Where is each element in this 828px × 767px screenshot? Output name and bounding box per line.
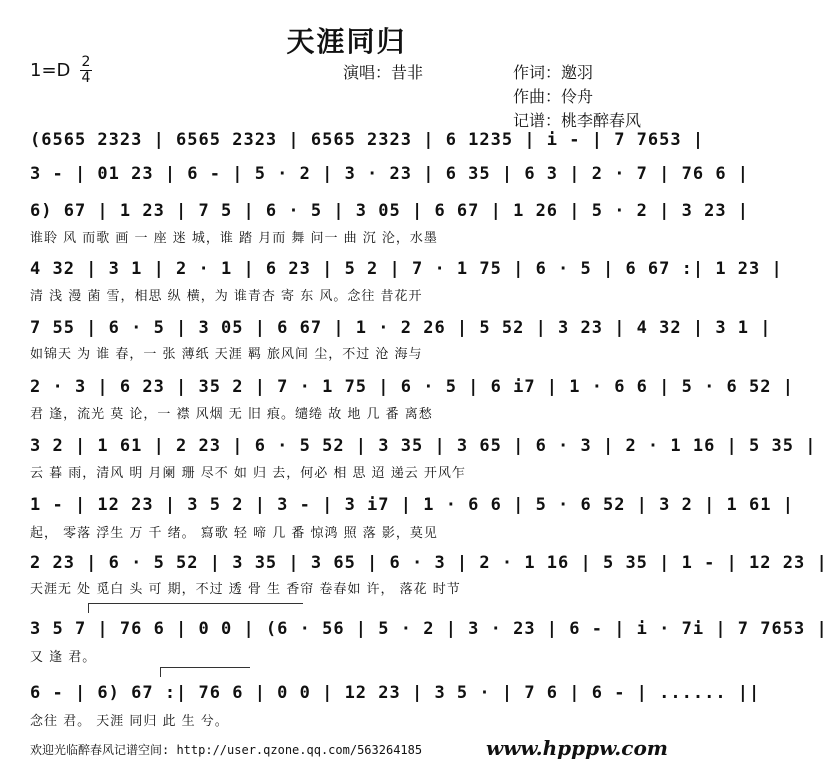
lyricist-credit: 作词：邀羽 bbox=[513, 63, 594, 82]
watermark: www.hpppw.com bbox=[486, 736, 668, 760]
lyric-row-9: 天涯无 处 觅白 头 可 期，不过 透 骨 生 香帘 卷春如 许， 落花 时节 bbox=[30, 582, 461, 597]
lyric-row-6: 君 逢，流光 莫 论，一 襟 风烟 无 旧 痕。缱绻 故 地 几 番 离愁 bbox=[30, 407, 433, 422]
volta-bracket-2-end bbox=[160, 667, 161, 677]
score-row-2: 3 - | 01 23 | 6 - | 5 · 2 | 3 · 23 | 6 35 | 6 3 | 2 · 7 | 76 6 | bbox=[30, 164, 750, 184]
time-signature bbox=[78, 56, 94, 85]
volta-bracket-1 bbox=[88, 603, 303, 604]
lyric-row-7: 云 暮 雨，清风 明 月阑 珊 尽不 如 归 去，何必 相 思 迢 递云 开风乍 bbox=[30, 466, 466, 481]
transcriber-credit: 记谱：桃李醉春风 bbox=[513, 111, 642, 130]
lyric-row-11: 念往 君。 天涯 同归 此 生 兮。 bbox=[30, 714, 229, 729]
volta-bracket-1-end bbox=[88, 603, 89, 613]
score-row-11: 6 - | 6) 67 :| 76 6 | 0 0 | 12 23 | 3 5 · | 7 6 | 6 - | ...... || bbox=[30, 683, 761, 703]
score-row-4: 4 32 | 3 1 | 2 · 1 | 6 23 | 5 2 | 7 · 1 75 | 6 · 5 | 6 67 :| 1 23 | bbox=[30, 259, 783, 279]
lyric-row-5: 如锦天 为 谁 春，一 张 薄纸 天涯 羁 旅风间 尘，不过 沧 海与 bbox=[30, 347, 423, 362]
composer-credit: 作曲：伶舟 bbox=[513, 87, 594, 106]
song-title: 天涯同归 bbox=[286, 25, 407, 58]
lyric-row-4: 清 浅 漫 菌 雪，相思 纵 横，为 谁青杏 寄 东 风。念往 昔花开 bbox=[30, 289, 423, 304]
score-row-9: 2 23 | 6 · 5 52 | 3 35 | 3 65 | 6 · 3 | 2 · 1 16 | 5 35 | 1 - | 12 23 | bbox=[30, 553, 828, 573]
score-row-10: 3 5 7 | 76 6 | 0 0 | (6 · 56 | 5 · 2 | 3 · 23 | 6 - | i · 7i | 7 7653 | bbox=[30, 619, 828, 639]
lyric-row-8: 起， 零落 浮生 万 千 绪。 寫歌 轻 啼 几 番 惊鸿 照 落 影，莫见 bbox=[30, 526, 438, 541]
singer-credit: 演唱：昔非 bbox=[343, 63, 424, 82]
key-signature: 1=D bbox=[30, 60, 71, 81]
score-row-5: 7 55 | 6 · 5 | 3 05 | 6 67 | 1 · 2 26 | 5 52 | 3 23 | 4 32 | 3 1 | bbox=[30, 318, 772, 338]
score-row-8: 1 - | 12 23 | 3 5 2 | 3 - | 3 i7 | 1 · 6 6 | 5 · 6 52 | 3 2 | 1 61 | bbox=[30, 495, 794, 515]
score-row-1: (6565 2323 | 6565 2323 | 6565 2323 | 6 1235 | i - | 7 7653 | bbox=[30, 130, 705, 150]
lyric-row-3: 谁聆 风 而歌 画 一 座 迷 城，谁 踏 月而 舞 问一 曲 沉 沦，水墨 bbox=[30, 231, 438, 246]
lyric-row-10: 又 逢 君。 bbox=[30, 650, 97, 665]
footer-text: 欢迎光临醉春风记谱空间: http://user.qzone.qq.com/563264185 bbox=[30, 743, 423, 757]
volta-bracket-2 bbox=[160, 667, 250, 668]
score-row-7: 3 2 | 1 61 | 2 23 | 6 · 5 52 | 3 35 | 3 65 | 6 · 3 | 2 · 1 16 | 5 35 | bbox=[30, 436, 817, 456]
time-signature-top: 2 bbox=[81, 54, 91, 70]
score-row-6: 2 · 3 | 6 23 | 35 2 | 7 · 1 75 | 6 · 5 | 6 i7 | 1 · 6 6 | 5 · 6 52 | bbox=[30, 377, 794, 397]
score-row-3: 6) 67 | 1 23 | 7 5 | 6 · 5 | 3 05 | 6 67 | 1 26 | 5 · 2 | 3 23 | bbox=[30, 201, 750, 221]
time-signature-bottom: 4 bbox=[81, 70, 91, 86]
